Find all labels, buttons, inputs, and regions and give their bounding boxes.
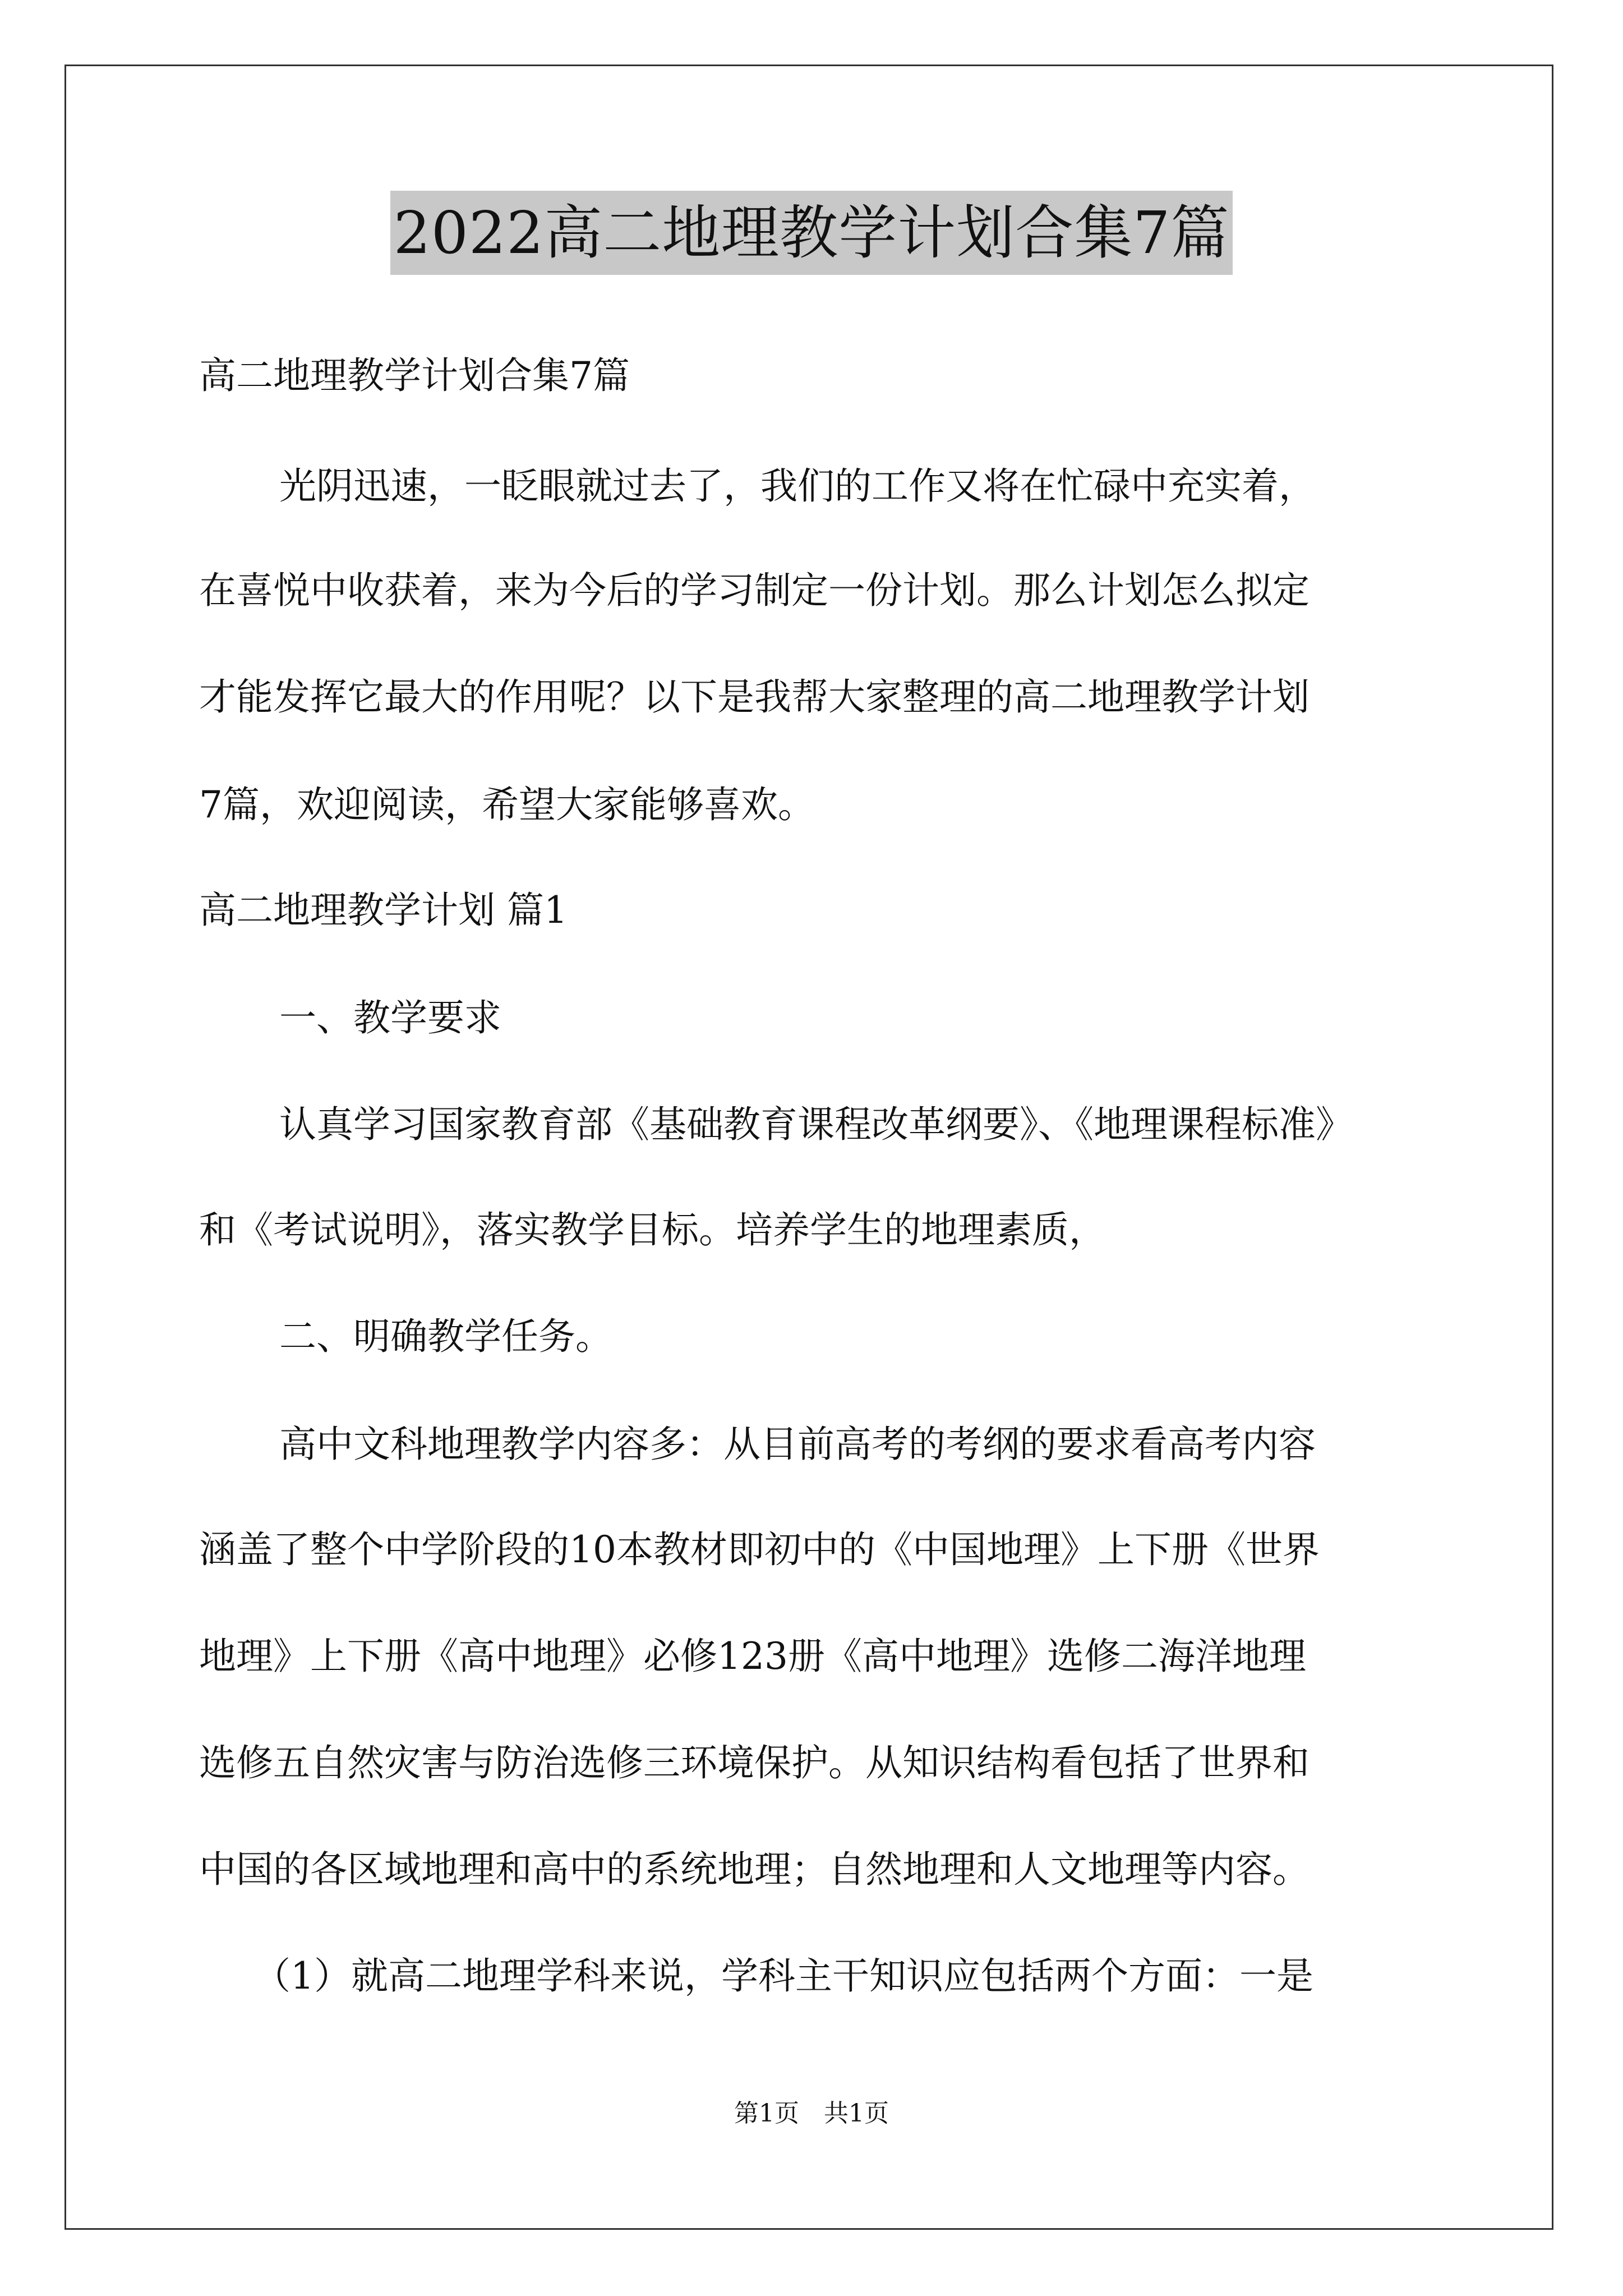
- paragraph-line: 7篇，欢迎阅读，希望大家能够喜欢。: [199, 783, 815, 826]
- paragraph-line: 和《考试说明》，落实教学目标。培养学生的地理素质，: [199, 1208, 1106, 1251]
- subtitle-line: 高二地理教学计划合集7篇: [199, 354, 630, 397]
- paragraph-line: 才能发挥它最大的作用呢？以下是我帮大家整理的高二地理教学计划: [199, 675, 1310, 719]
- title-container: [0, 191, 1623, 275]
- paragraph-line: 涵盖了整个中学阶段的10本教材即初中的《中国地理》上下册《世界: [199, 1528, 1320, 1571]
- paragraph-line: 中国的各区域地理和高中的系统地理；自然地理和人文地理等内容。: [199, 1848, 1310, 1891]
- subsection-heading: 一、教学要求: [279, 996, 501, 1039]
- paragraph-line: （1）就高二地理学科来说，学科主干知识应包括两个方面：一是: [253, 1954, 1313, 1998]
- paragraph-line: 高中文科地理教学内容多：从目前高考的考纲的要求看高考内容: [279, 1423, 1316, 1466]
- section-heading: 高二地理教学计划 篇1: [199, 889, 568, 932]
- paragraph-line: 地理》上下册《高中地理》必修123册《高中地理》选修二海洋地理: [199, 1635, 1306, 1678]
- document-title: 2022高二地理教学计划合集7篇: [390, 191, 1233, 275]
- page-number-footer: 第1页 共1页: [734, 2099, 889, 2128]
- paragraph-line: 认真学习国家教育部《基础教育课程改革纲要》、《地理课程标准》: [279, 1103, 1353, 1146]
- paragraph-line: 选修五自然灾害与防治选修三环境保护。从知识结构看包括了世界和: [199, 1741, 1310, 1784]
- paragraph-line: 光阴迅速，一眨眼就过去了，我们的工作又将在忙碌中充实着，: [279, 464, 1316, 508]
- subsection-heading: 二、明确教学任务。: [279, 1315, 612, 1358]
- paragraph-line: 在喜悦中收获着，来为今后的学习制定一份计划。那么计划怎么拟定: [199, 569, 1310, 612]
